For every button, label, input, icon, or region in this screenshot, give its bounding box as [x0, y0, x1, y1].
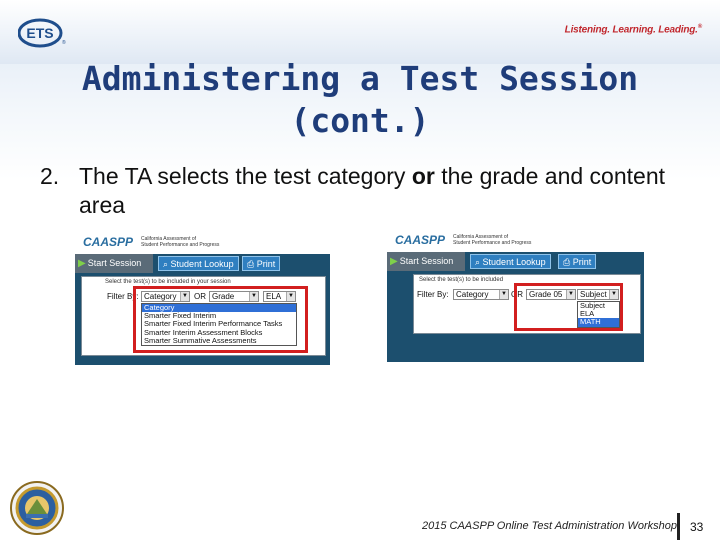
student-lookup-button[interactable] — [470, 254, 551, 269]
subject-dropdown-value: Subject — [580, 290, 607, 299]
category-dropdown[interactable] — [453, 289, 509, 300]
start-session-tab[interactable] — [387, 252, 465, 271]
chevron-down-icon: ▼ — [499, 290, 508, 299]
state-seal-icon — [10, 481, 64, 535]
screenshot-right — [387, 230, 644, 362]
bullet-number: 2. — [40, 163, 60, 189]
footer-divider — [677, 513, 680, 540]
caaspp-logo: CAASPP — [83, 235, 134, 249]
category-dropdown-value: Category — [456, 290, 489, 299]
chevron-down-icon: ▼ — [566, 290, 575, 299]
page-number: 33 — [690, 520, 704, 534]
bullet-text-after: the grade and content area — [79, 163, 666, 218]
chevron-down-icon: ▼ — [249, 292, 258, 301]
bullet-text — [79, 162, 699, 220]
list-item[interactable]: Category — [142, 304, 296, 312]
start-session-label: Start Session — [399, 256, 454, 266]
bullet-text-bold: or — [411, 163, 435, 189]
student-lookup-label: Student Lookup — [482, 257, 546, 267]
footer-text: 2015 CAASPP Online Test Administration Workshop — [422, 520, 677, 532]
ets-logo-icon — [18, 18, 66, 48]
org-name-line2: Student Performance and Progress — [141, 242, 220, 248]
grade-dropdown-value: Grade — [212, 292, 235, 301]
list-item[interactable]: Subject — [580, 301, 606, 310]
org-name — [453, 234, 531, 246]
subject-dropdown-value: ELA — [266, 292, 282, 301]
category-dropdown-value: Category — [144, 292, 177, 301]
screenshot-left — [75, 232, 330, 365]
highlight-box — [133, 286, 308, 353]
play-icon: ▶ — [390, 256, 398, 267]
chevron-down-icon: ▼ — [180, 292, 189, 301]
printer-icon: ⎙ — [563, 257, 573, 267]
select-hint: Select the test(s) to be included — [419, 277, 504, 283]
search-icon: ⌕ — [163, 259, 171, 269]
list-item[interactable]: Smarter Fixed Interim Performance Tasks — [144, 319, 283, 329]
highlight-box — [514, 283, 623, 331]
org-name-line1: California Assessment of — [141, 236, 197, 242]
select-hint: Select the test(s) to be included in your session — [105, 279, 231, 285]
org-name-line2: Student Performance and Progress — [453, 240, 532, 246]
org-name-line1: California Assessment of — [453, 234, 509, 240]
tagline-mark: ® — [697, 24, 702, 30]
grade-dropdown-value: Grade 05 — [529, 290, 563, 299]
print-button[interactable] — [558, 254, 596, 269]
tagline — [565, 24, 702, 35]
caaspp-logo: CAASPP — [395, 233, 446, 247]
svg-text:®: ® — [62, 40, 66, 46]
start-session-tab[interactable] — [75, 254, 153, 273]
student-lookup-button[interactable] — [158, 256, 239, 271]
slide-title-line1: Administering a Test Session — [81, 59, 639, 98]
ets-logo-text: ETS — [26, 25, 54, 41]
start-session-label: Start Session — [87, 258, 142, 268]
filter-label: Filter By: — [107, 292, 139, 301]
list-item[interactable]: Smarter Fixed Interim — [144, 311, 217, 321]
filter-label: Filter By: — [417, 290, 449, 299]
print-label: Print — [256, 259, 276, 269]
search-icon: ⌕ — [475, 257, 483, 267]
list-item[interactable]: ELA — [580, 309, 595, 319]
student-lookup-label: Student Lookup — [170, 259, 234, 269]
print-button[interactable] — [242, 256, 280, 271]
or-label: OR — [194, 292, 206, 301]
print-label: Print — [572, 257, 592, 267]
list-item[interactable]: MATH — [578, 318, 619, 326]
list-item[interactable]: Smarter Summative Assessments — [144, 335, 257, 345]
or-label: OR — [511, 290, 523, 299]
org-name — [141, 236, 219, 248]
play-icon: ▶ — [78, 258, 86, 269]
list-item[interactable]: Smarter Interim Assessment Blocks — [144, 327, 263, 337]
chevron-down-icon: ▼ — [609, 290, 618, 299]
bullet-text-before: The TA selects the test category — [79, 163, 412, 189]
slide-title — [0, 58, 720, 142]
printer-icon: ⎙ — [247, 259, 257, 269]
slide-title-line2: (cont.) — [290, 101, 430, 140]
chevron-down-icon: ▼ — [286, 292, 295, 301]
tagline-text: Listening. Learning. Leading. — [564, 24, 698, 36]
